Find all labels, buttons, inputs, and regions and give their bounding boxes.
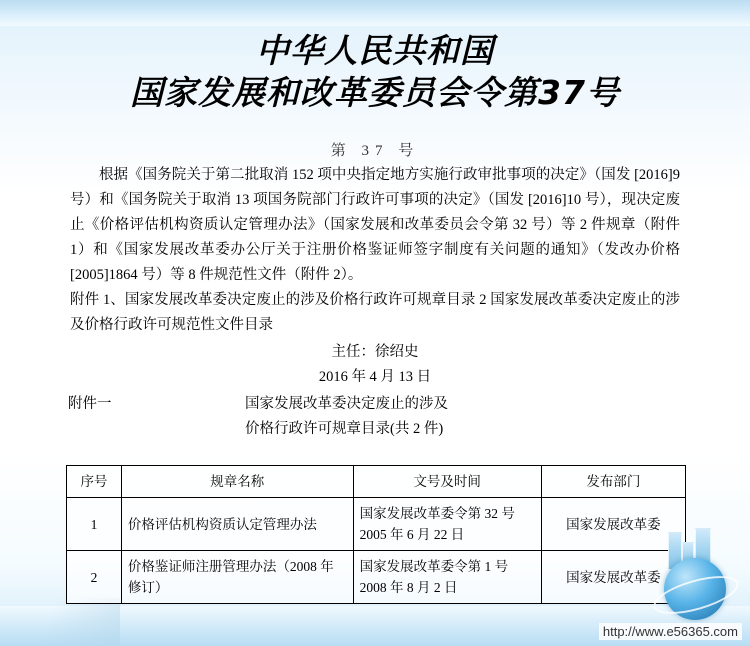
- bottom-left-corner-graphic: [0, 598, 120, 646]
- table-header-no: 序号: [67, 466, 122, 498]
- row1-number-date: [353, 498, 541, 551]
- row2-number: 国家发展改革委令第 1 号: [359, 559, 509, 574]
- body-paragraph-2: 附件 1、国家发展改革委决定废止的涉及价格行政许可规章目录 2 国家发展改革委决定废止的涉及价格行政许可规范性文件目录: [70, 292, 680, 333]
- row1-name: 价格评估机构资质认定管理办法: [121, 498, 353, 551]
- table-row: [67, 551, 686, 604]
- table-row: [67, 498, 686, 551]
- attachment-title-line-2: 价格行政许可规章目录(共 2 件): [245, 421, 444, 437]
- regulation-table: [66, 465, 686, 604]
- document-body: [70, 163, 680, 338]
- watermark-url: http://www.e56365.com: [599, 623, 742, 640]
- document-number-subtitle: 第 37 号: [330, 143, 420, 159]
- table-header-dept: 发布部门: [541, 466, 685, 498]
- table-header-number: 文号及时间: [353, 466, 541, 498]
- attachment-title-line-1: 国家发展改革委决定废止的涉及: [245, 396, 448, 412]
- title-line-2: 国家发展和改革委员会令第37号: [130, 73, 620, 112]
- signature-date: 2016 年 4 月 13 日: [318, 369, 432, 385]
- signature-director: 主任：徐绍史: [331, 344, 419, 360]
- row2-name: 价格鉴证师注册管理办法（2008 年修订）: [121, 551, 353, 604]
- body-paragraph-1: 根据《国务院关于第二批取消 152 项中央指定地方实施行政审批事项的决定》（国发 [2016]9 号）和《国务院关于取消 13 项国务院部门行政许可事项的决定》（国发 [2016]10 号），现决定废止《价格评估机构资质认定管理办法》（国家发展和改革委员会令第 32 号）等 2 件规章（附件 1）和《国家发展改革委办公厅关于注册价格鉴证师签字制度有关问题的通知》（发改办价格 [2005]1864 号）等 8 件规范性文件（附件 2）。: [70, 167, 680, 283]
- table-header-row: [67, 466, 686, 498]
- globe-buildings-graphic: [646, 528, 738, 620]
- row2-date: 2008 年 8 月 2 日: [359, 580, 458, 595]
- row1-number: 国家发展改革委令第 32 号: [359, 506, 515, 521]
- row2-number-date: [353, 551, 541, 604]
- signature-block: [0, 340, 750, 390]
- attachment-label: 附件一: [68, 396, 112, 412]
- row1-date: 2005 年 6 月 22 日: [359, 527, 465, 542]
- top-gradient-band: [0, 0, 750, 26]
- table-header-name: 规章名称: [121, 466, 353, 498]
- row2-no: 2: [67, 551, 122, 604]
- row1-no: 1: [67, 498, 122, 551]
- attachment-title: [245, 392, 448, 442]
- row2-dept: 国家发展改革委: [541, 551, 685, 604]
- title-line-1: 中华人民共和国: [256, 31, 494, 70]
- document-title: [0, 30, 750, 114]
- row1-dept: 国家发展改革委: [541, 498, 685, 551]
